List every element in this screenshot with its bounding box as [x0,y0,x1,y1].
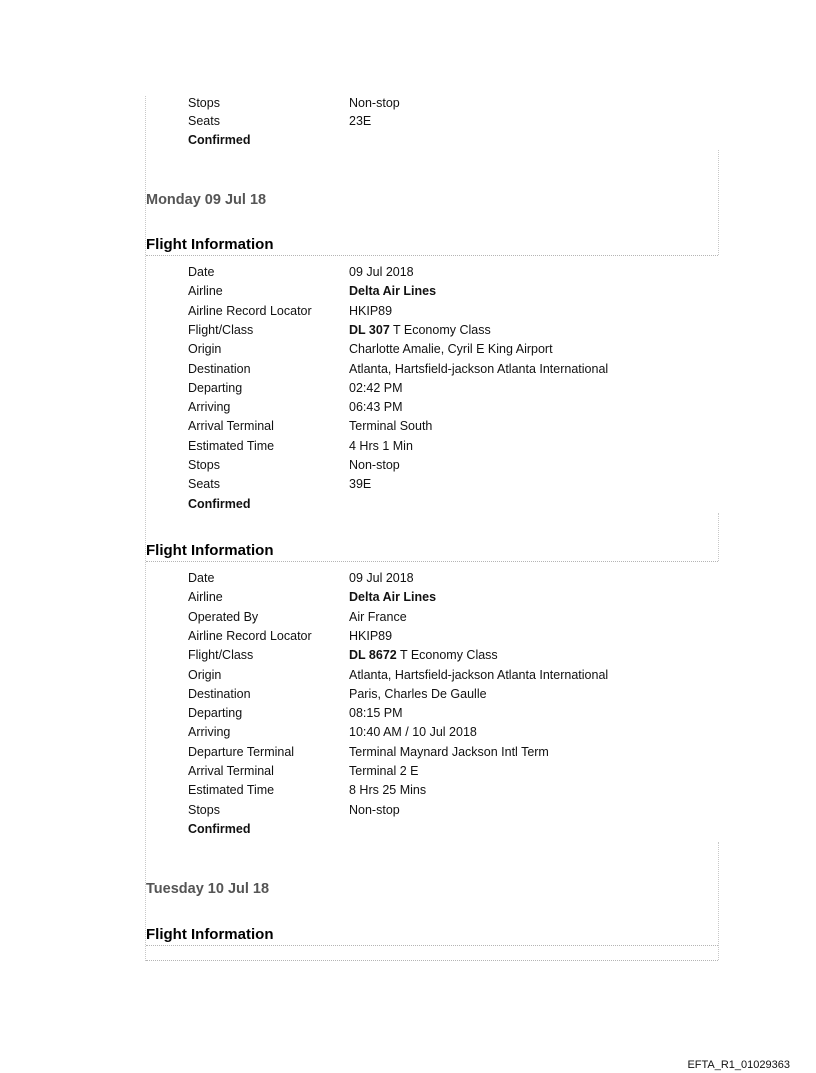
right-border-segment [718,842,719,960]
detail-value: 8 Hrs 25 Mins [349,783,427,798]
detail-value: HKIP89 [349,303,393,318]
status-confirmed: Confirmed [188,497,251,511]
document-id: EFTA_R1_01029363 [687,1059,790,1071]
section-divider [146,945,718,946]
detail-value: 4 Hrs 1 Min [349,438,413,453]
day-heading: Tuesday 10 Jul 18 [146,881,270,897]
detail-value: Terminal Maynard Jackson Intl Term [349,744,549,759]
detail-value: 06:43 PM [349,400,403,415]
detail-value [349,321,491,340]
detail-value: Non-stop [349,458,400,472]
detail-label: Stops [188,458,220,472]
detail-label: Seats [188,114,220,128]
detail-value: Atlanta, Hartsfield-jackson Atlanta International [349,667,609,682]
detail-label: Date [188,265,215,279]
detail-value: 10:40 AM / 10 Jul 2018 [349,725,477,740]
detail-value: Atlanta, Hartsfield-jackson Atlanta International [349,361,609,376]
detail-label: Stops [188,802,220,817]
section-divider [146,255,718,256]
detail-label: Seats [188,477,220,492]
detail-value: Terminal 2 E [349,764,419,778]
status-confirmed: Confirmed [188,133,251,147]
detail-value: 02:42 PM [349,380,403,395]
detail-label: Arrival Terminal [188,419,274,434]
detail-label: Departing [188,380,243,395]
detail-label: Estimated Time [188,438,275,453]
flight-info-heading: Flight Information [146,926,274,943]
travel-class: T Economy Class [389,322,491,337]
detail-value: Non-stop [349,802,400,817]
detail-label: Arrival Terminal [188,764,274,778]
detail-label: Flight/Class [188,322,254,337]
detail-value: Non-stop [349,96,400,110]
detail-value: Air France [349,609,407,624]
detail-value: 09 Jul 2018 [349,265,414,279]
detail-label: Origin [188,667,222,682]
detail-label: Airline [188,590,223,605]
detail-label: Estimated Time [188,783,275,798]
detail-label: Airline Record Locator [188,303,312,318]
detail-label: Stops [188,96,220,110]
detail-value: 23E [349,114,372,128]
right-border-segment [718,513,719,561]
detail-value: Delta Air Lines [349,590,437,605]
flight-info-heading: Flight Information [146,236,274,253]
day-heading: Monday 09 Jul 18 [146,192,267,208]
detail-label: Operated By [188,609,259,624]
left-border [145,96,146,961]
detail-label: Date [188,571,215,585]
section-divider [146,960,718,961]
detail-value: 39E [349,477,372,492]
flight-number: DL 8672 [349,648,397,663]
detail-value: Terminal South [349,419,433,434]
detail-value: Charlotte Amalie, Cyril E King Airport [349,342,553,357]
detail-label: Airline [188,284,223,299]
detail-label: Arriving [188,400,231,415]
status-confirmed: Confirmed [188,822,251,836]
detail-label: Arriving [188,725,231,740]
section-divider [146,561,718,562]
flight-number: DL 307 [349,322,390,337]
detail-value: 08:15 PM [349,706,403,721]
detail-label: Destination [188,686,251,701]
detail-value: Paris, Charles De Gaulle [349,686,487,701]
detail-value: Delta Air Lines [349,284,437,299]
detail-value [349,646,498,665]
detail-label: Origin [188,342,222,357]
detail-label: Departing [188,706,243,721]
detail-value: HKIP89 [349,628,393,643]
detail-label: Airline Record Locator [188,628,312,643]
detail-label: Departure Terminal [188,744,295,759]
flight-info-heading: Flight Information [146,542,274,559]
travel-class: T Economy Class [396,648,498,663]
detail-value: 09 Jul 2018 [349,571,414,585]
detail-label: Flight/Class [188,648,254,663]
right-border-segment [718,150,719,255]
detail-label: Destination [188,361,251,376]
